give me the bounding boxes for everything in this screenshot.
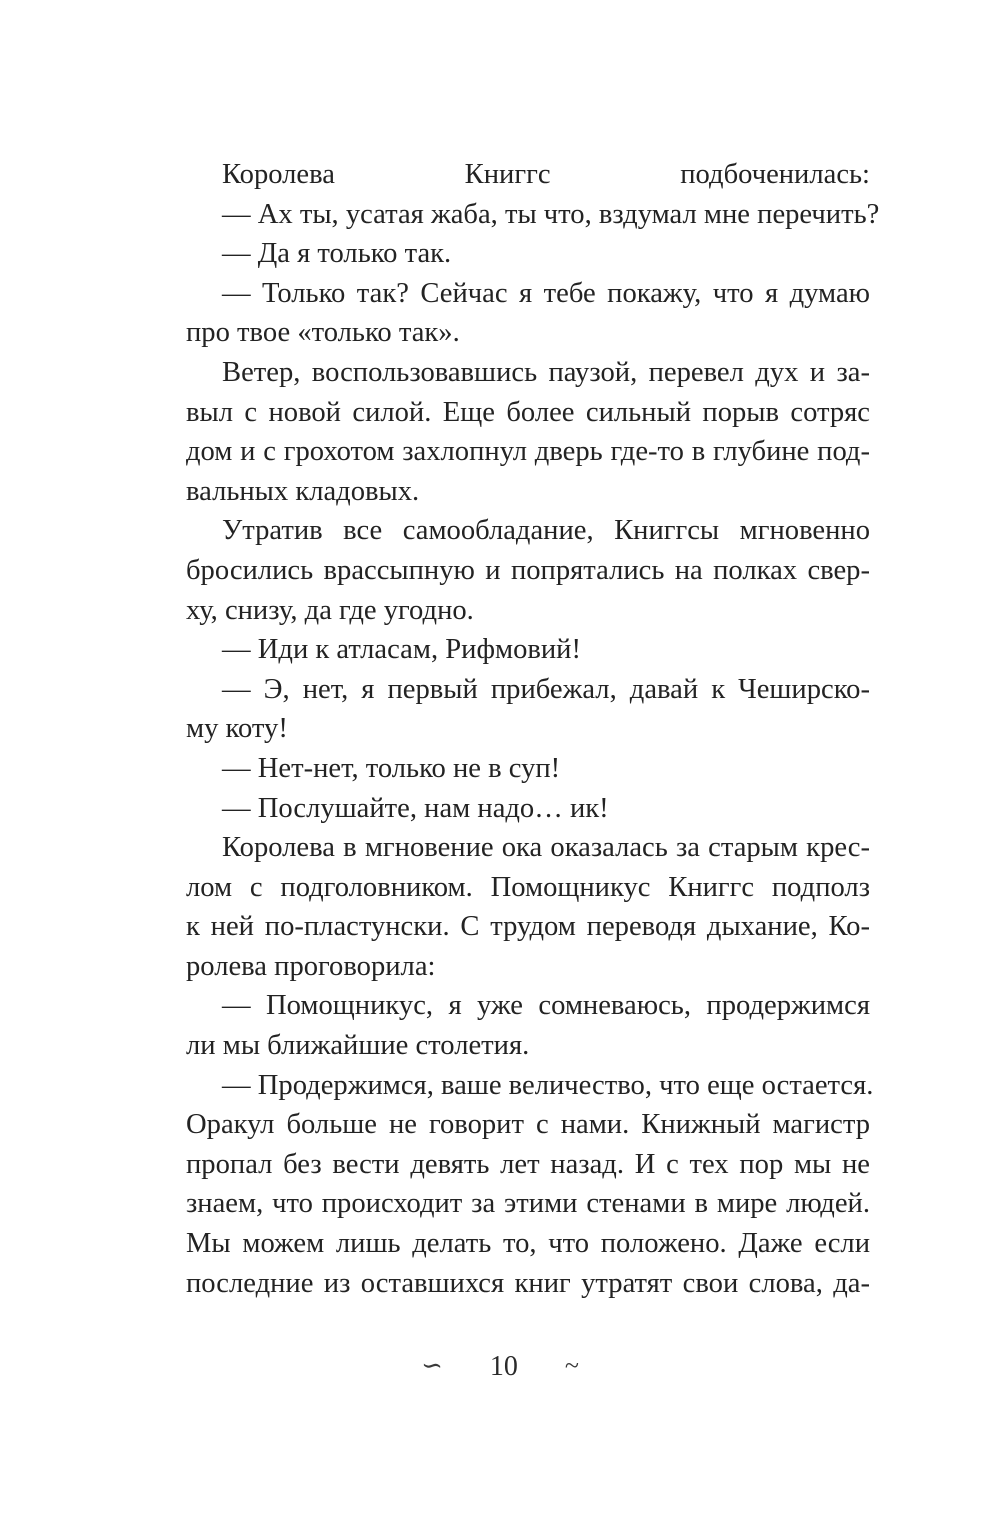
body-line-8: дом и с грохотом захлопнул дверь где-то в глубине под- (186, 436, 870, 468)
body-line-9: вальных кладовых. (186, 475, 420, 507)
body-line-4: — Только так? Сейчас я тебе покажу, что я думаю (222, 277, 870, 309)
body-line-20: к ней по-пластунски. С трудом переводя дыхание, Ко- (186, 911, 870, 943)
body-line-22: — Помощникус, я уже сомневаюсь, продержимся (222, 990, 870, 1022)
body-line-6: Ветер, воспользовавшись паузой, перевел дух и за- (222, 356, 870, 388)
body-line-29: последние из оставшихся книг утратят свои слова, да- (186, 1267, 870, 1299)
body-line-28: Мы можем лишь делать то, что положено. Даже если (186, 1228, 870, 1260)
body-line-14: — Э, нет, я первый прибежал, давай к Чеширско- (222, 673, 870, 705)
body-line-18: Королева в мгновение ока оказалась за старым крес- (222, 832, 870, 864)
body-line-15: му коту! (186, 713, 288, 745)
body-line-25: Оракул больше не говорит с нами. Книжный магистр (186, 1109, 870, 1141)
page-body (186, 155, 880, 1303)
body-line-24: — Продержимся, ваше величество, что еще остается. (222, 1069, 874, 1101)
body-line-17: — Послушайте, нам надо… ик! (222, 792, 609, 824)
body-line-19: лом с подголовником. Помощникус Книггс подполз (186, 871, 870, 903)
body-line-1: Королева Книггс подбоченилась: (222, 159, 870, 190)
ornament-right-icon: ~ (564, 1351, 579, 1380)
body-line-3: — Да я только так. (222, 238, 452, 270)
body-line-2: — Ах ты, усатая жаба, ты что, вздумал мне перечить? (222, 198, 880, 230)
page-number: 10 (489, 1351, 518, 1382)
body-line-16: — Нет-нет, только не в суп! (222, 752, 561, 784)
body-line-27: знаем, что происходит за этими стенами в мире людей. (186, 1188, 870, 1220)
body-line-23: ли мы ближайшие столетия. (186, 1030, 530, 1062)
body-line-10: Утратив все самообладание, Книггсы мгновенно (222, 515, 870, 547)
body-line-13: — Иди к атласам, Рифмовий! (222, 634, 581, 666)
body-line-21: ролева проговорила: (186, 950, 436, 982)
body-line-26: пропал без вести девять лет назад. И с тех пор мы не (186, 1148, 870, 1180)
body-line-7: выл с новой силой. Еще более сильный порыв сотряс (186, 396, 870, 428)
body-line-5: про твое «только так». (186, 317, 460, 349)
ornament-left-icon: ∽ (421, 1351, 443, 1380)
body-line-12: ху, снизу, да где угодно. (186, 594, 474, 626)
page-footer (0, 1346, 1000, 1387)
body-line-11: бросились врассыпную и попрятались на полках свер- (186, 554, 870, 586)
